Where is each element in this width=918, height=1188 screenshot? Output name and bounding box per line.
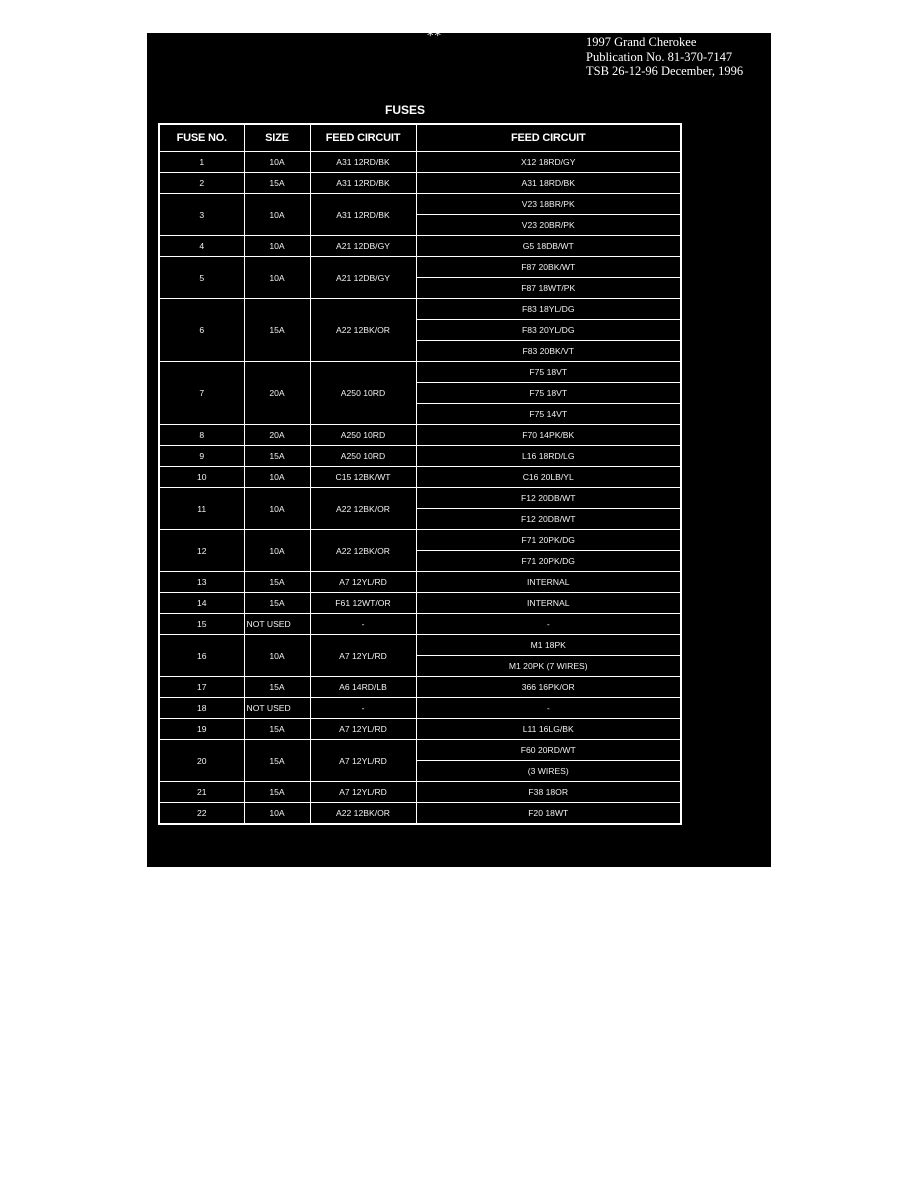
table-row (159, 425, 681, 446)
table-row (159, 803, 681, 825)
circuit-cell: F83 20YL/DG (416, 320, 681, 341)
table-row (159, 236, 681, 257)
column-header-feed-circuit-2: FEED CIRCUIT (416, 124, 681, 152)
circuit-cell: M1 20PK (7 WIRES) (416, 656, 681, 677)
fuse-number-cell: 11 (159, 488, 244, 530)
circuit-cell: F60 20RD/WT (416, 740, 681, 761)
fuse-size-cell: 15A (244, 446, 310, 467)
fuse-number-cell: 21 (159, 782, 244, 803)
feed-circuit-cell: C15 12BK/WT (310, 467, 416, 488)
circuit-cell: F75 18VT (416, 383, 681, 404)
fuse-table-body (159, 152, 681, 825)
fuse-size-cell: 15A (244, 719, 310, 740)
publication-number: Publication No. 81-370-7147 (586, 49, 733, 64)
feed-circuit-cell: A31 12RD/BK (310, 152, 416, 173)
table-row (159, 173, 681, 194)
fuse-size-cell: 20A (244, 425, 310, 446)
feed-circuit-cell: A21 12DB/GY (310, 257, 416, 299)
column-header-size: SIZE (244, 124, 310, 152)
table-row (159, 614, 681, 635)
fuse-number-cell: 6 (159, 299, 244, 362)
fuse-number-cell: 18 (159, 698, 244, 719)
circuit-cell: G5 18DB/WT (416, 236, 681, 257)
fuse-number-cell: 7 (159, 362, 244, 425)
fuse-size-cell: NOT USED (244, 698, 310, 719)
scanned-page (147, 29, 771, 867)
fuse-number-cell: 12 (159, 530, 244, 572)
feed-circuit-cell: A7 12YL/RD (310, 635, 416, 677)
fuse-size-cell: 15A (244, 782, 310, 803)
circuit-cell: - (416, 614, 681, 635)
feed-circuit-cell: - (310, 698, 416, 719)
table-row (159, 719, 681, 740)
table-row (159, 698, 681, 719)
fuse-size-cell: 10A (244, 152, 310, 173)
fuse-number-cell: 16 (159, 635, 244, 677)
fuse-number-cell: 14 (159, 593, 244, 614)
fuse-number-cell: 13 (159, 572, 244, 593)
fuse-size-cell: 15A (244, 677, 310, 698)
circuit-cell: F75 18VT (416, 362, 681, 383)
fuse-number-cell: 3 (159, 194, 244, 236)
table-row (159, 467, 681, 488)
circuit-cell: V23 18BR/PK (416, 194, 681, 215)
feed-circuit-cell: F61 12WT/OR (310, 593, 416, 614)
table-row (159, 488, 681, 509)
circuit-cell: X12 18RD/GY (416, 152, 681, 173)
table-row (159, 152, 681, 173)
feed-circuit-cell: A7 12YL/RD (310, 572, 416, 593)
circuit-cell: INTERNAL (416, 572, 681, 593)
fuse-size-cell: 10A (244, 803, 310, 825)
feed-circuit-cell: A22 12BK/OR (310, 803, 416, 825)
circuit-cell: F71 20PK/DG (416, 551, 681, 572)
circuit-cell: F83 20BK/VT (416, 341, 681, 362)
circuit-cell: A31 18RD/BK (416, 173, 681, 194)
fuse-table (158, 123, 682, 825)
circuit-cell: - (416, 698, 681, 719)
circuit-cell: 366 16PK/OR (416, 677, 681, 698)
table-row (159, 530, 681, 551)
fuse-size-cell: 20A (244, 362, 310, 425)
fuse-size-cell: 10A (244, 194, 310, 236)
circuit-cell: V23 20BR/PK (416, 215, 681, 236)
table-row (159, 635, 681, 656)
vehicle-line: 1997 Grand Cherokee (586, 35, 697, 49)
circuit-cell: F87 18WT/PK (416, 278, 681, 299)
fuse-number-cell: 8 (159, 425, 244, 446)
fuse-size-cell: NOT USED (244, 614, 310, 635)
feed-circuit-cell: - (310, 614, 416, 635)
table-header-row (159, 124, 681, 152)
circuit-cell: M1 18PK (416, 635, 681, 656)
circuit-cell: F75 14VT (416, 404, 681, 425)
fuse-number-cell: 10 (159, 467, 244, 488)
feed-circuit-cell: A250 10RD (310, 446, 416, 467)
fuse-number-cell: 1 (159, 152, 244, 173)
feed-circuit-cell: A22 12BK/OR (310, 530, 416, 572)
fuse-number-cell: 4 (159, 236, 244, 257)
fuse-number-cell: 19 (159, 719, 244, 740)
circuit-cell: (3 WIRES) (416, 761, 681, 782)
circuit-cell: F83 18YL/DG (416, 299, 681, 320)
circuit-cell: F12 20DB/WT (416, 509, 681, 530)
feed-circuit-cell: A22 12BK/OR (310, 488, 416, 530)
column-header-feed-circuit: FEED CIRCUIT (310, 124, 416, 152)
circuit-cell: F12 20DB/WT (416, 488, 681, 509)
table-row (159, 677, 681, 698)
feed-circuit-cell: A7 12YL/RD (310, 740, 416, 782)
fuse-size-cell: 10A (244, 530, 310, 572)
fuse-number-cell: 17 (159, 677, 244, 698)
table-row (159, 572, 681, 593)
circuit-cell: C16 20LB/YL (416, 467, 681, 488)
circuit-cell: F20 18WT (416, 803, 681, 825)
circuit-cell: INTERNAL (416, 593, 681, 614)
feed-circuit-cell: A31 12RD/BK (310, 194, 416, 236)
table-row (159, 782, 681, 803)
table-row (159, 194, 681, 215)
fuse-size-cell: 15A (244, 572, 310, 593)
table-row (159, 740, 681, 761)
feed-circuit-cell: A250 10RD (310, 425, 416, 446)
fuse-number-cell: 2 (159, 173, 244, 194)
circuit-cell: F87 20BK/WT (416, 257, 681, 278)
fuse-size-cell: 15A (244, 740, 310, 782)
fuse-size-cell: 10A (244, 236, 310, 257)
feed-circuit-cell: A31 12RD/BK (310, 173, 416, 194)
feed-circuit-cell: A250 10RD (310, 362, 416, 425)
table-row (159, 593, 681, 614)
fuse-number-cell: 20 (159, 740, 244, 782)
fuse-number-cell: 15 (159, 614, 244, 635)
fuse-size-cell: 15A (244, 299, 310, 362)
tsb-date: TSB 26-12-96 December, 1996 (586, 64, 744, 78)
circuit-cell: F71 20PK/DG (416, 530, 681, 551)
fuse-size-cell: 10A (244, 467, 310, 488)
fuse-number-cell: 5 (159, 257, 244, 299)
fuse-size-cell: 15A (244, 173, 310, 194)
fuse-size-cell: 10A (244, 488, 310, 530)
feed-circuit-cell: A21 12DB/GY (310, 236, 416, 257)
table-row (159, 299, 681, 320)
feed-circuit-cell: A6 14RD/LB (310, 677, 416, 698)
column-header-fuse-no: FUSE NO. (159, 124, 244, 152)
table-row (159, 362, 681, 383)
feed-circuit-cell: A7 12YL/RD (310, 719, 416, 740)
circuit-cell: F38 18OR (416, 782, 681, 803)
feed-circuit-cell: A7 12YL/RD (310, 782, 416, 803)
table-row (159, 257, 681, 278)
header-stars: ** (427, 29, 442, 44)
table-row (159, 446, 681, 467)
page-title: FUSES (384, 103, 425, 117)
feed-circuit-cell: A22 12BK/OR (310, 299, 416, 362)
circuit-cell: F70 14PK/BK (416, 425, 681, 446)
circuit-cell: L11 16LG/BK (416, 719, 681, 740)
circuit-cell: L16 18RD/LG (416, 446, 681, 467)
publication-info (586, 35, 743, 79)
fuse-number-cell: 22 (159, 803, 244, 825)
fuse-size-cell: 10A (244, 635, 310, 677)
fuse-number-cell: 9 (159, 446, 244, 467)
fuse-size-cell: 15A (244, 593, 310, 614)
fuse-size-cell: 10A (244, 257, 310, 299)
